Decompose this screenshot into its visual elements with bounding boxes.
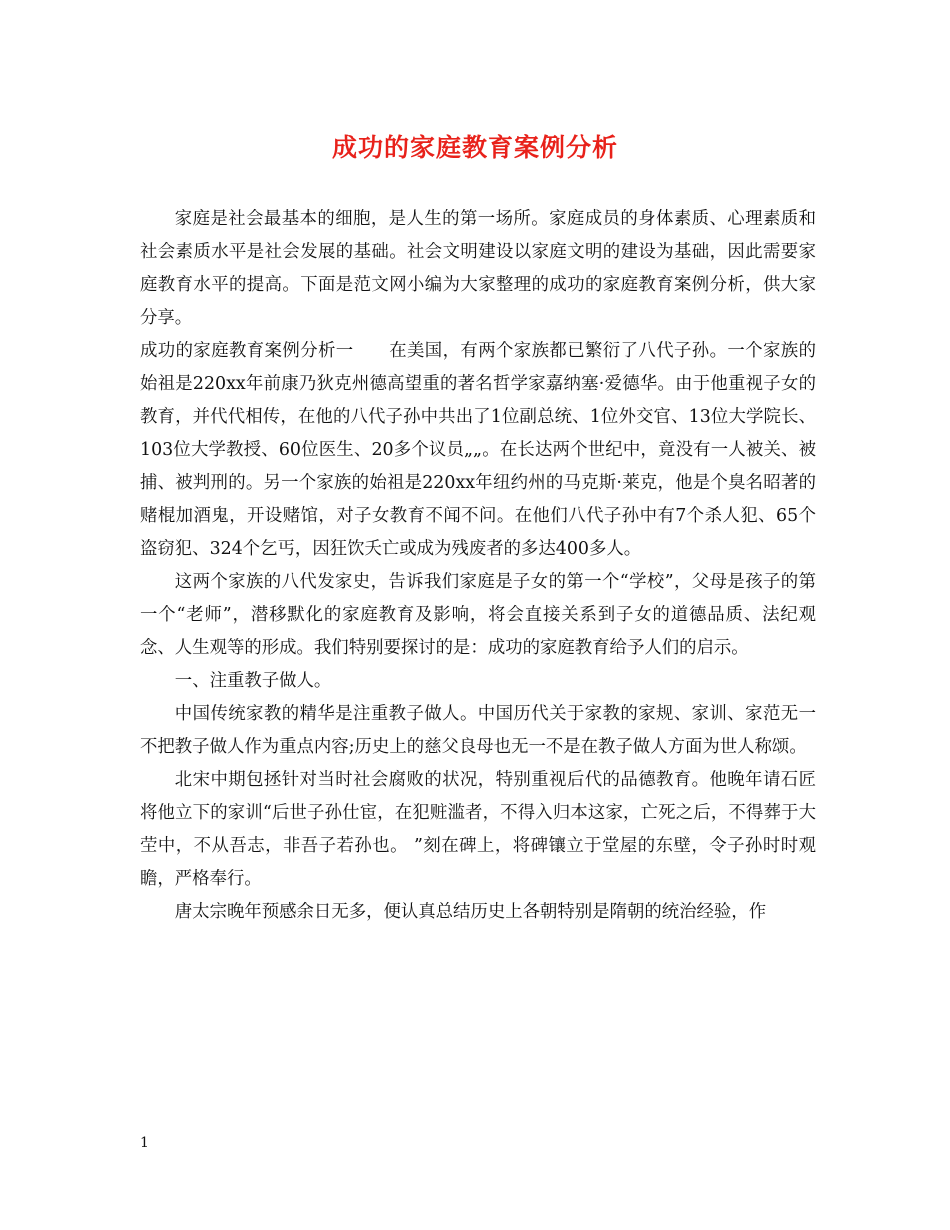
paragraph-tang-taizong: 唐太宗晚年预感余日无多，便认真总结历史上各朝特别是隋朝的统治经验，作 bbox=[174, 902, 767, 922]
document-title: 成功的家庭教育案例分析 bbox=[331, 133, 618, 162]
paragraph-case-one: 成功的家庭教育案例分析一 在美国，有两个家族都已繁衍了八代子孙。一个家族的始祖是220xx年前康乃狄克州德高望重的著名哲学家嘉纳塞·爱德华。由于他重视子女的教育，并代代相传，在他的八代子孙中共出了1位副总统、1位外交官、13位大学院长、103位大学教授、60位医生、20多个议员„„。在长达两个世纪中，竟没有一人被关、被捕、被判刑的。另一个家族的始祖是220xx年纽约州的马克斯·莱克，他是个臭名昭著的赌棍加酒鬼，开设赌馆，对子女教育不闻不问。在他们八代子孙中有7个杀人犯、65个盗窃犯、324个乞丐，因狂饮夭亡或成为残废者的多达400多人。 bbox=[140, 341, 816, 559]
paragraph-tradition: 中国传统家教的精华是注重教子做人。中国历代关于家教的家规、家训、家范无一不把教子做人作为重点内容;历史上的慈父良母也无一不是在教子做人方面为世人称颂。 bbox=[140, 704, 816, 757]
document-body bbox=[140, 203, 816, 929]
paragraph-lesson: 这两个家族的八代发家史，告诉我们家庭是子女的第一个“学校”，父母是孩子的第一个“老师”，潜移默化的家庭教育及影响，将会直接关系到子女的道德品质、法纪观念、人生观等的形成。我们特别要探讨的是：成功的家庭教育给予人们的启示。 bbox=[140, 572, 816, 658]
section-heading-one: 一、注重教子做人。 bbox=[174, 671, 332, 691]
paragraph-bao-zheng: 北宋中期包拯针对当时社会腐败的状况，特别重视后代的品德教育。他晚年请石匠将他立下的家训“后世子孙仕宦，在犯赃滥者，不得入归本这家，亡死之后，不得葬于大茔中，不从吾志，非吾子若孙也。 ”刻在碑上，将碑镶立于堂屋的东壁，令子孙时时观瞻，严格奉行。 bbox=[140, 770, 816, 889]
page-number: 1 bbox=[140, 1135, 149, 1151]
paragraph-intro: 家庭是社会最基本的细胞，是人生的第一场所。家庭成员的身体素质、心理素质和社会素质水平是社会发展的基础。社会文明建设以家庭文明的建设为基础，因此需要家庭教育水平的提高。下面是范文网小编为大家整理的成功的家庭教育案例分析，供大家分享。 bbox=[140, 209, 816, 328]
